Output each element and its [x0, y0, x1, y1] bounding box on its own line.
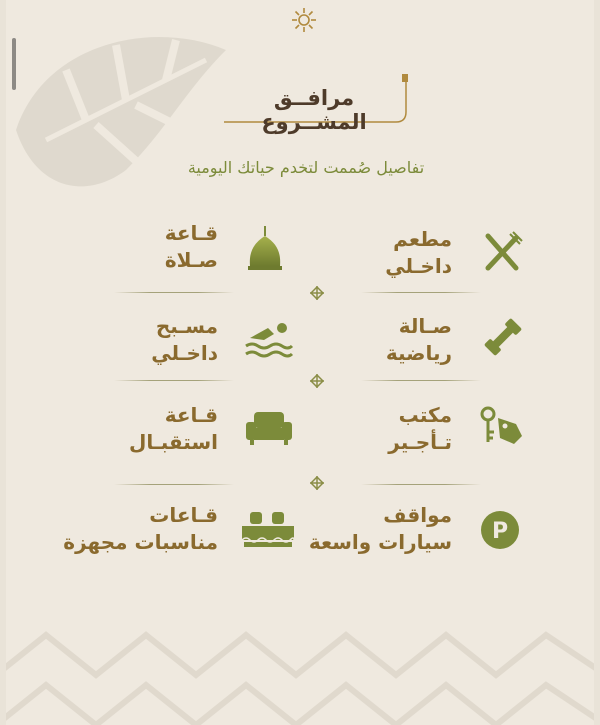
divider-line [114, 484, 234, 485]
geometric-pattern-decoration [6, 615, 594, 725]
feature-label-prayer-hall: قـاعة صـلاة [164, 221, 218, 272]
divider-line [114, 380, 234, 381]
sun-logo-icon [290, 6, 318, 34]
divider-line [361, 292, 481, 293]
ornament-icon [310, 374, 324, 388]
parking-icon [480, 510, 520, 550]
key-tag-icon [478, 404, 526, 448]
dumbbell-icon [482, 316, 524, 358]
flyer-page [6, 0, 594, 725]
fork-knife-icon [480, 230, 524, 274]
feature-label-parking: مواقف سيارات واسعة [308, 503, 452, 554]
feature-label-gym: صـالة رياضية [385, 314, 452, 365]
section-subtitle: تفاصيل صُممت لتخدم حياتك اليومية [187, 158, 425, 177]
feature-label-reception-hall: قـاعة استقبـال [129, 403, 218, 454]
svg-text:P: P [491, 519, 509, 544]
feature-label-indoor-pool: مسـبح داخـلي [151, 314, 218, 365]
divider-line [361, 484, 481, 485]
divider-line [361, 380, 481, 381]
swimmer-icon [244, 320, 294, 360]
banquet-table-icon [242, 510, 294, 550]
feature-label-restaurant: مطعم داخـلي [385, 227, 452, 278]
feature-label-rental-office: مكتب تـأجـير [388, 403, 452, 454]
scrollbar-thumb[interactable] [12, 38, 16, 90]
section-title: مرافــق المشــروع [261, 86, 367, 134]
feature-label-event-halls: قـاعات مناسبات مجهزة [63, 503, 218, 554]
divider-line [114, 292, 234, 293]
section-title-box [220, 74, 408, 134]
ornament-icon [310, 286, 324, 300]
ornament-icon [310, 476, 324, 490]
sofa-icon [246, 410, 292, 446]
mosque-dome-icon [246, 226, 284, 272]
monstera-leaf-decoration [6, 10, 246, 210]
